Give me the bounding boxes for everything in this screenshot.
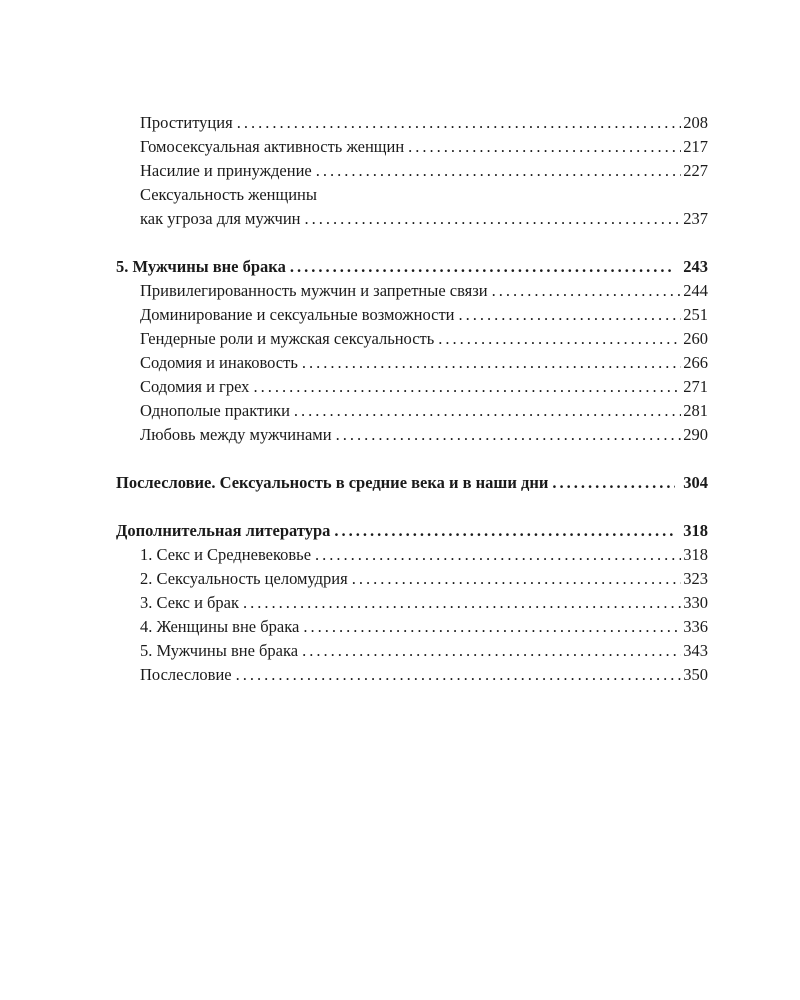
dot-leader: [352, 567, 682, 591]
toc-entry-label: Любовь между мужчинами: [140, 425, 332, 444]
toc-entry-page: 318: [683, 545, 708, 564]
toc-entry-page: 227: [683, 161, 708, 180]
toc-entry-label: 1. Секс и Средневековье: [140, 545, 312, 564]
toc-entry-label: 5. Мужчины вне брака: [140, 641, 299, 660]
toc-entry-label: 2. Сексуальность целомудрия: [140, 569, 348, 588]
table-of-contents: [116, 111, 708, 687]
dot-leader: [302, 351, 681, 375]
toc-entry-label: как угроза для мужчин: [140, 209, 301, 228]
toc-entry-label: Насилие и принуждение: [140, 161, 312, 180]
dot-leader: [302, 639, 681, 663]
toc-chapter-heading[interactable]: [116, 519, 708, 543]
toc-chapter-heading[interactable]: [116, 255, 708, 279]
toc-entry-label: Послесловие: [140, 665, 232, 684]
dot-leader: [334, 519, 675, 543]
dot-leader: [459, 303, 682, 327]
toc-entry[interactable]: [116, 543, 708, 567]
toc-entry[interactable]: [116, 639, 708, 663]
section-gap: [116, 495, 708, 519]
dot-leader: [253, 375, 681, 399]
toc-entry-page: 208: [683, 113, 708, 132]
toc-entry-label: Содомия и инаковость: [140, 353, 298, 372]
dot-leader: [438, 327, 681, 351]
dot-leader: [243, 591, 681, 615]
toc-entry[interactable]: [116, 423, 708, 447]
dot-leader: [408, 135, 681, 159]
toc-entry-label: Гендерные роли и мужская сексуальность: [140, 329, 435, 348]
toc-entry[interactable]: [116, 327, 708, 351]
toc-entry-label: Сексуальность женщины: [140, 185, 317, 204]
toc-chapter-label: 5. Мужчины вне брака: [116, 257, 286, 276]
toc-entry-label: Проституция: [140, 113, 233, 132]
toc-entry[interactable]: [116, 351, 708, 375]
toc-chapter-page: 243: [683, 257, 708, 276]
toc-entry-page: 350: [683, 665, 708, 684]
toc-entry-label: Доминирование и сексуальные возможности: [140, 305, 455, 324]
toc-entry-page: 260: [683, 329, 708, 348]
dot-leader: [304, 207, 681, 231]
toc-entry-page: 281: [683, 401, 708, 420]
toc-entry-page: 251: [683, 305, 708, 324]
toc-entry-label: Содомия и грех: [140, 377, 250, 396]
toc-entry[interactable]: [116, 567, 708, 591]
toc-entry-label: Однополые практики: [140, 401, 290, 420]
toc-entry-page: 271: [683, 377, 708, 396]
dot-leader: [290, 255, 675, 279]
toc-entry-page: 336: [683, 617, 708, 636]
dot-leader: [237, 111, 682, 135]
toc-entry[interactable]: [116, 591, 708, 615]
toc-entry[interactable]: [116, 159, 708, 183]
dot-leader: [336, 423, 682, 447]
toc-entry-page: 217: [683, 137, 708, 156]
toc-entry[interactable]: [116, 303, 708, 327]
dot-leader: [294, 399, 681, 423]
toc-entry-label: Гомосексуальная активность женщин: [140, 137, 405, 156]
toc-entry-page: 323: [683, 569, 708, 588]
toc-entry-page: 266: [683, 353, 708, 372]
dot-leader: [315, 543, 681, 567]
toc-entry[interactable]: [116, 279, 708, 303]
toc-entry-page: 343: [683, 641, 708, 660]
toc-entry[interactable]: [116, 135, 708, 159]
toc-entry-label: Привилегированность мужчин и запретные связи: [140, 281, 488, 300]
toc-chapter-label: Дополнительная литература: [116, 521, 331, 540]
section-gap: [116, 447, 708, 471]
toc-chapter-label: Послесловие. Сексуальность в средние века и в наши дни: [116, 473, 549, 492]
dot-leader: [552, 471, 675, 495]
toc-entry[interactable]: [116, 663, 708, 687]
toc-entry[interactable]: [116, 399, 708, 423]
section-gap: [116, 231, 708, 255]
toc-entry-label: 3. Секс и брак: [140, 593, 240, 612]
dot-leader: [303, 615, 681, 639]
toc-chapter-page: 318: [683, 521, 708, 540]
toc-entry[interactable]: [116, 375, 708, 399]
toc-entry-page: 330: [683, 593, 708, 612]
toc-chapter-heading[interactable]: [116, 471, 708, 495]
toc-entry-page: 237: [683, 209, 708, 228]
dot-leader: [492, 279, 682, 303]
toc-entry-page: 244: [683, 281, 708, 300]
toc-entry-label: 4. Женщины вне брака: [140, 617, 300, 636]
toc-entry[interactable]: [116, 111, 708, 135]
toc-entry[interactable]: [116, 207, 708, 231]
toc-entry-first-line[interactable]: [116, 183, 708, 207]
toc-chapter-page: 304: [683, 473, 708, 492]
dot-leader: [236, 663, 682, 687]
dot-leader: [316, 159, 682, 183]
toc-entry-page: 290: [683, 425, 708, 444]
toc-entry[interactable]: [116, 615, 708, 639]
